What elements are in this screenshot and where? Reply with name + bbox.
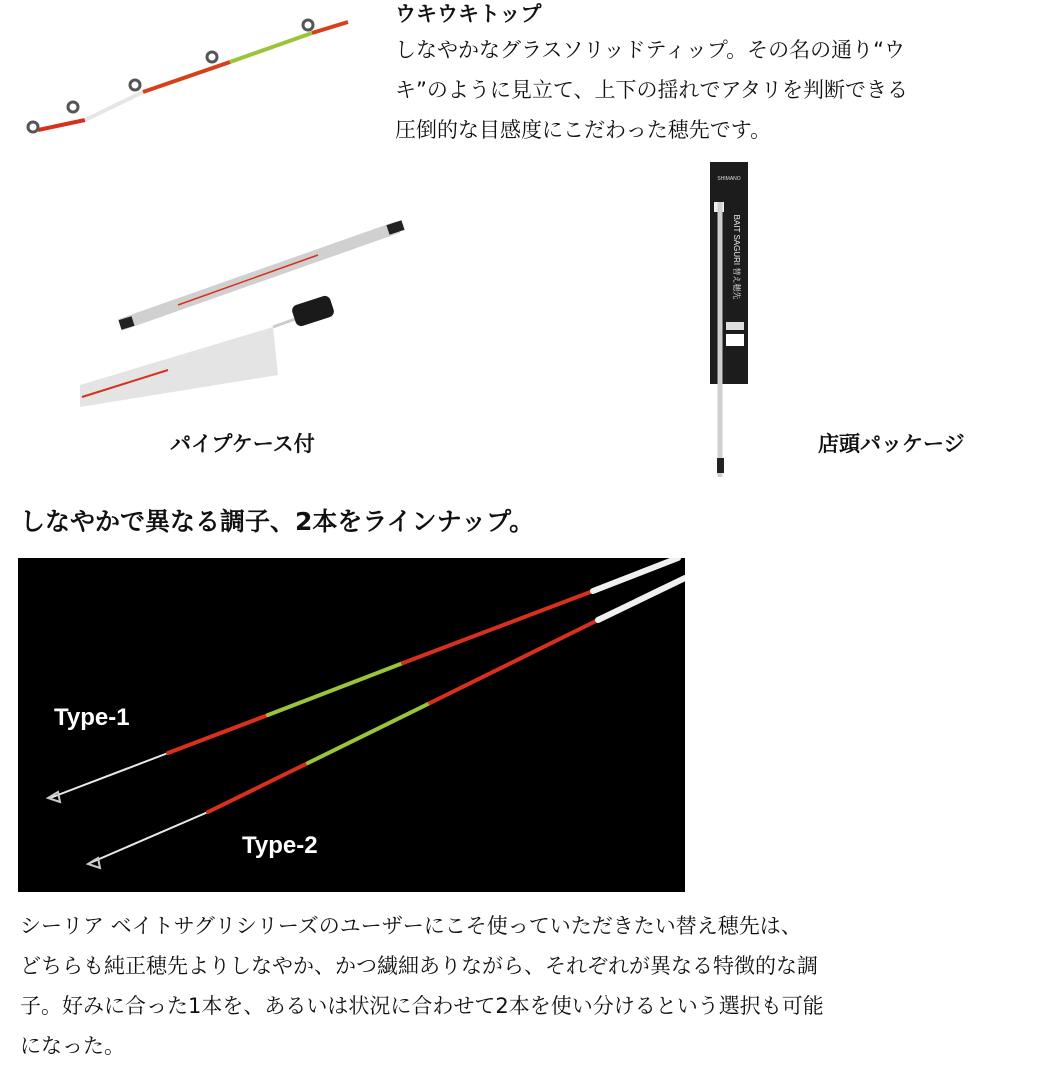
description-line: シーリア ベイトサグリシリーズのユーザーにこそ使っていただきたい替え穂先は、 [20,914,802,938]
type-2-label: Type-2 [242,832,318,859]
lineup-description [20,906,824,1066]
package-caption: 店頭パッケージ [818,432,965,456]
package-product-name: BAIT SAGURI 替え穂先 [732,214,741,300]
feature-line: しなやかなグラスソリッドティップ。その名の通り“ウ [395,38,906,62]
description-line: どちらも純正穂先よりしなやか、かつ繊細ありながら、それぞれが異なる特徴的な調 [20,954,818,978]
pipe-case-caption: パイプケース付 [170,432,315,456]
feature-line: 圧倒的な目感度にこだわった穂先です。 [395,118,772,142]
lineup-image [18,558,685,892]
rod-tip-image [0,0,360,150]
type-1-label: Type-1 [54,704,130,731]
description-line: になった。 [20,1034,125,1058]
lineup-heading: しなやかで異なる調子、2本をラインナップ。 [20,507,535,536]
feature-title: ウキウキトップ [395,2,542,26]
feature-line: キ”のように見立て、上下の揺れでアタリを判断できる [395,78,908,102]
package-image [708,162,750,477]
description-line: 子。好みに合った1本を、あるいは状況に合わせて2本を使い分けるという選択も可能 [20,994,824,1018]
package-brand-text: SHIMANO [717,176,741,182]
pipe-case-image [78,215,408,410]
feature-description [395,30,1055,150]
